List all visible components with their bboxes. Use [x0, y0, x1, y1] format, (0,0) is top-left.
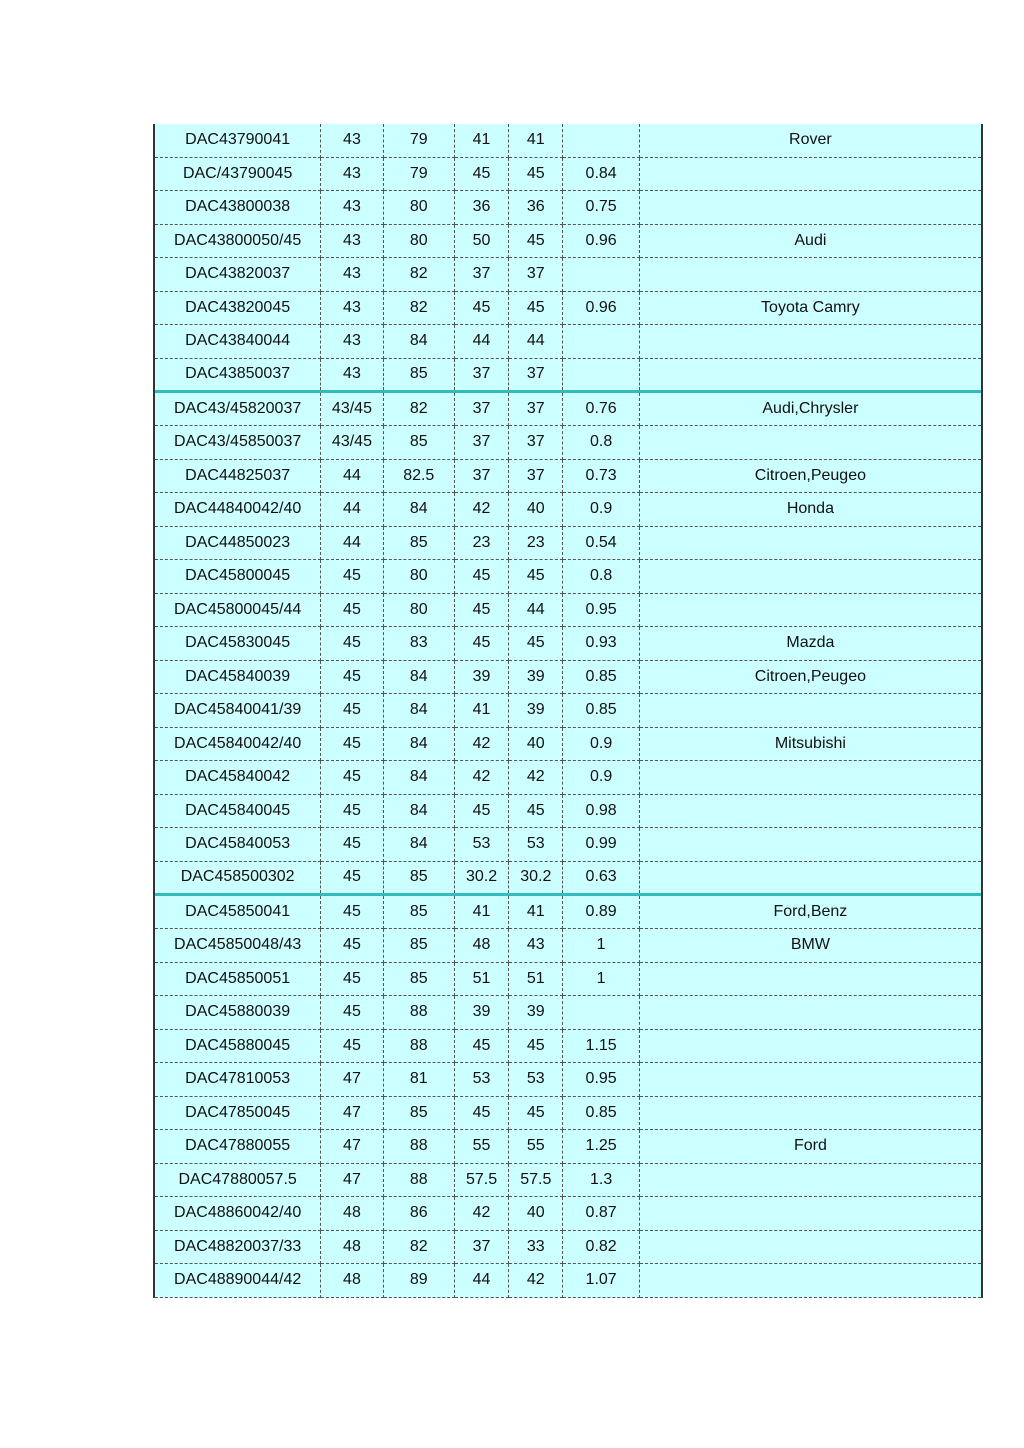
model-cell: DAC458500302 [155, 861, 321, 894]
model-cell: DAC47810053 [155, 1063, 321, 1097]
weight-cell: 0.85 [563, 660, 639, 694]
application-cell [639, 694, 981, 728]
inner-width-cell: 53 [454, 1063, 508, 1097]
outer-width-cell: 42 [509, 761, 563, 795]
application-cell [639, 794, 981, 828]
weight-cell: 1.25 [563, 1130, 639, 1164]
outer-width-cell: 33 [509, 1230, 563, 1264]
weight-cell: 0.75 [563, 191, 639, 225]
inner-width-cell: 39 [454, 996, 508, 1030]
model-cell: DAC43850037 [155, 358, 321, 391]
weight-cell [563, 996, 639, 1030]
inner-width-cell: 51 [454, 962, 508, 996]
outer-diameter-cell: 82 [383, 1230, 454, 1264]
application-cell [639, 1163, 981, 1197]
table-row [155, 1130, 981, 1164]
outer-diameter-cell: 84 [383, 828, 454, 862]
inner-width-cell: 37 [454, 391, 508, 426]
inner-diameter-cell: 44 [321, 526, 383, 560]
outer-diameter-cell: 80 [383, 224, 454, 258]
weight-cell: 0.73 [563, 459, 639, 493]
outer-diameter-cell: 80 [383, 191, 454, 225]
inner-diameter-cell: 43/45 [321, 426, 383, 460]
inner-width-cell: 45 [454, 593, 508, 627]
application-cell [639, 1029, 981, 1063]
inner-diameter-cell: 45 [321, 660, 383, 694]
inner-width-cell: 45 [454, 157, 508, 191]
outer-width-cell: 40 [509, 1197, 563, 1231]
inner-diameter-cell: 43 [321, 124, 383, 157]
outer-width-cell: 41 [509, 894, 563, 929]
application-cell: BMW [639, 929, 981, 963]
model-cell: DAC45840045 [155, 794, 321, 828]
application-cell: Ford,Benz [639, 894, 981, 929]
weight-cell: 1 [563, 962, 639, 996]
outer-diameter-cell: 89 [383, 1264, 454, 1298]
table-row [155, 459, 981, 493]
model-cell: DAC43840044 [155, 325, 321, 359]
inner-width-cell: 42 [454, 493, 508, 527]
weight-cell: 0.96 [563, 224, 639, 258]
table-row [155, 1063, 981, 1097]
outer-width-cell: 39 [509, 694, 563, 728]
table-row [155, 761, 981, 795]
outer-diameter-cell: 85 [383, 962, 454, 996]
table-row [155, 593, 981, 627]
table-row [155, 291, 981, 325]
model-cell: DAC45850041 [155, 894, 321, 929]
table-row [155, 727, 981, 761]
outer-width-cell: 30.2 [509, 861, 563, 894]
outer-width-cell: 37 [509, 391, 563, 426]
model-cell: DAC43820045 [155, 291, 321, 325]
outer-diameter-cell: 84 [383, 493, 454, 527]
weight-cell: 0.85 [563, 694, 639, 728]
application-cell [639, 157, 981, 191]
outer-width-cell: 41 [509, 124, 563, 157]
table-row [155, 391, 981, 426]
table-row [155, 157, 981, 191]
application-cell: Honda [639, 493, 981, 527]
inner-diameter-cell: 44 [321, 459, 383, 493]
model-cell: DAC45880039 [155, 996, 321, 1030]
weight-cell: 0.8 [563, 426, 639, 460]
outer-diameter-cell: 85 [383, 526, 454, 560]
outer-diameter-cell: 85 [383, 358, 454, 391]
inner-width-cell: 37 [454, 1230, 508, 1264]
weight-cell: 0.8 [563, 560, 639, 594]
outer-diameter-cell: 85 [383, 426, 454, 460]
inner-diameter-cell: 45 [321, 560, 383, 594]
inner-width-cell: 45 [454, 1096, 508, 1130]
weight-cell: 0.93 [563, 627, 639, 661]
model-cell: DAC48860042/40 [155, 1197, 321, 1231]
weight-cell: 0.98 [563, 794, 639, 828]
outer-diameter-cell: 81 [383, 1063, 454, 1097]
inner-diameter-cell: 48 [321, 1197, 383, 1231]
inner-width-cell: 55 [454, 1130, 508, 1164]
weight-cell: 0.96 [563, 291, 639, 325]
model-cell: DAC45840039 [155, 660, 321, 694]
application-cell [639, 358, 981, 391]
inner-diameter-cell: 48 [321, 1264, 383, 1298]
weight-cell: 0.63 [563, 861, 639, 894]
outer-diameter-cell: 85 [383, 861, 454, 894]
weight-cell [563, 258, 639, 292]
application-cell: Toyota Camry [639, 291, 981, 325]
inner-diameter-cell: 48 [321, 1230, 383, 1264]
application-cell: Citroen,Peugeo [639, 660, 981, 694]
inner-diameter-cell: 45 [321, 727, 383, 761]
weight-cell: 1.15 [563, 1029, 639, 1063]
outer-width-cell: 44 [509, 593, 563, 627]
application-cell: Ford [639, 1130, 981, 1164]
weight-cell: 1.3 [563, 1163, 639, 1197]
model-cell: DAC47850045 [155, 1096, 321, 1130]
inner-diameter-cell: 43 [321, 191, 383, 225]
outer-width-cell: 43 [509, 929, 563, 963]
application-cell [639, 861, 981, 894]
weight-cell [563, 358, 639, 391]
model-cell: DAC44825037 [155, 459, 321, 493]
weight-cell: 0.82 [563, 1230, 639, 1264]
outer-width-cell: 39 [509, 660, 563, 694]
table-row [155, 694, 981, 728]
outer-width-cell: 45 [509, 560, 563, 594]
table-row [155, 1163, 981, 1197]
outer-width-cell: 40 [509, 727, 563, 761]
outer-diameter-cell: 80 [383, 560, 454, 594]
table-row [155, 258, 981, 292]
table-row [155, 1197, 981, 1231]
outer-width-cell: 23 [509, 526, 563, 560]
model-cell: DAC43790041 [155, 124, 321, 157]
inner-diameter-cell: 45 [321, 694, 383, 728]
outer-width-cell: 45 [509, 224, 563, 258]
table-row [155, 929, 981, 963]
table-row [155, 124, 981, 157]
weight-cell: 0.9 [563, 493, 639, 527]
outer-diameter-cell: 82.5 [383, 459, 454, 493]
outer-width-cell: 55 [509, 1130, 563, 1164]
table-row [155, 1264, 981, 1298]
application-cell: Rover [639, 124, 981, 157]
model-cell: DAC47880057.5 [155, 1163, 321, 1197]
application-cell [639, 996, 981, 1030]
table-row [155, 962, 981, 996]
outer-diameter-cell: 88 [383, 996, 454, 1030]
table-row [155, 560, 981, 594]
inner-diameter-cell: 45 [321, 828, 383, 862]
weight-cell: 0.95 [563, 1063, 639, 1097]
outer-diameter-cell: 88 [383, 1130, 454, 1164]
outer-diameter-cell: 86 [383, 1197, 454, 1231]
inner-width-cell: 42 [454, 761, 508, 795]
application-cell [639, 828, 981, 862]
table-row [155, 996, 981, 1030]
model-cell: DAC45840041/39 [155, 694, 321, 728]
weight-cell: 0.95 [563, 593, 639, 627]
outer-width-cell: 53 [509, 1063, 563, 1097]
bearing-spec-table-sheet [153, 124, 983, 1298]
outer-width-cell: 45 [509, 1096, 563, 1130]
outer-diameter-cell: 79 [383, 124, 454, 157]
outer-width-cell: 51 [509, 962, 563, 996]
inner-diameter-cell: 45 [321, 794, 383, 828]
outer-diameter-cell: 82 [383, 291, 454, 325]
model-cell: DAC45880045 [155, 1029, 321, 1063]
outer-diameter-cell: 79 [383, 157, 454, 191]
table-row [155, 526, 981, 560]
inner-diameter-cell: 44 [321, 493, 383, 527]
outer-width-cell: 57.5 [509, 1163, 563, 1197]
inner-width-cell: 53 [454, 828, 508, 862]
inner-diameter-cell: 45 [321, 627, 383, 661]
model-cell: DAC43820037 [155, 258, 321, 292]
application-cell: Mazda [639, 627, 981, 661]
inner-diameter-cell: 43 [321, 325, 383, 359]
application-cell [639, 761, 981, 795]
weight-cell: 0.9 [563, 761, 639, 795]
inner-diameter-cell: 45 [321, 929, 383, 963]
inner-width-cell: 42 [454, 727, 508, 761]
inner-diameter-cell: 43 [321, 358, 383, 391]
model-cell: DAC/43790045 [155, 157, 321, 191]
model-cell: DAC43/45820037 [155, 391, 321, 426]
weight-cell: 0.54 [563, 526, 639, 560]
inner-diameter-cell: 47 [321, 1096, 383, 1130]
inner-width-cell: 37 [454, 426, 508, 460]
model-cell: DAC45800045 [155, 560, 321, 594]
table-row [155, 660, 981, 694]
outer-width-cell: 37 [509, 426, 563, 460]
application-cell [639, 1063, 981, 1097]
table-row [155, 358, 981, 391]
table-row [155, 325, 981, 359]
outer-diameter-cell: 82 [383, 391, 454, 426]
application-cell: Audi,Chrysler [639, 391, 981, 426]
weight-cell: 0.9 [563, 727, 639, 761]
model-cell: DAC43800038 [155, 191, 321, 225]
outer-diameter-cell: 85 [383, 929, 454, 963]
application-cell [639, 1096, 981, 1130]
model-cell: DAC45840042/40 [155, 727, 321, 761]
outer-diameter-cell: 84 [383, 794, 454, 828]
outer-diameter-cell: 84 [383, 694, 454, 728]
outer-diameter-cell: 88 [383, 1163, 454, 1197]
table-row [155, 894, 981, 929]
table-row [155, 861, 981, 894]
inner-diameter-cell: 43 [321, 157, 383, 191]
weight-cell: 0.99 [563, 828, 639, 862]
weight-cell [563, 124, 639, 157]
inner-diameter-cell: 43 [321, 258, 383, 292]
inner-width-cell: 37 [454, 358, 508, 391]
inner-width-cell: 37 [454, 258, 508, 292]
table-row [155, 794, 981, 828]
outer-width-cell: 45 [509, 794, 563, 828]
table-row [155, 493, 981, 527]
outer-diameter-cell: 80 [383, 593, 454, 627]
application-cell: Citroen,Peugeo [639, 459, 981, 493]
application-cell [639, 560, 981, 594]
outer-diameter-cell: 82 [383, 258, 454, 292]
inner-width-cell: 39 [454, 660, 508, 694]
model-cell: DAC45800045/44 [155, 593, 321, 627]
inner-width-cell: 41 [454, 894, 508, 929]
outer-width-cell: 37 [509, 258, 563, 292]
outer-diameter-cell: 84 [383, 727, 454, 761]
outer-width-cell: 42 [509, 1264, 563, 1298]
outer-width-cell: 37 [509, 358, 563, 391]
table-body [155, 124, 981, 1297]
inner-diameter-cell: 43/45 [321, 391, 383, 426]
inner-diameter-cell: 47 [321, 1163, 383, 1197]
application-cell [639, 526, 981, 560]
table-row [155, 224, 981, 258]
application-cell: Mitsubishi [639, 727, 981, 761]
outer-width-cell: 53 [509, 828, 563, 862]
weight-cell: 0.87 [563, 1197, 639, 1231]
inner-width-cell: 45 [454, 794, 508, 828]
application-cell [639, 258, 981, 292]
inner-diameter-cell: 45 [321, 1029, 383, 1063]
inner-width-cell: 50 [454, 224, 508, 258]
table-row [155, 426, 981, 460]
application-cell [639, 191, 981, 225]
inner-diameter-cell: 47 [321, 1130, 383, 1164]
model-cell: DAC44850023 [155, 526, 321, 560]
model-cell: DAC45840053 [155, 828, 321, 862]
model-cell: DAC48820037/33 [155, 1230, 321, 1264]
outer-diameter-cell: 84 [383, 660, 454, 694]
model-cell: DAC44840042/40 [155, 493, 321, 527]
weight-cell [563, 325, 639, 359]
inner-width-cell: 48 [454, 929, 508, 963]
application-cell [639, 1264, 981, 1298]
outer-diameter-cell: 85 [383, 1096, 454, 1130]
inner-diameter-cell: 45 [321, 861, 383, 894]
inner-width-cell: 45 [454, 627, 508, 661]
inner-width-cell: 57.5 [454, 1163, 508, 1197]
inner-width-cell: 41 [454, 124, 508, 157]
weight-cell: 1 [563, 929, 639, 963]
outer-width-cell: 39 [509, 996, 563, 1030]
table-row [155, 828, 981, 862]
outer-width-cell: 40 [509, 493, 563, 527]
outer-width-cell: 45 [509, 157, 563, 191]
application-cell: Audi [639, 224, 981, 258]
inner-width-cell: 44 [454, 325, 508, 359]
inner-width-cell: 41 [454, 694, 508, 728]
application-cell [639, 593, 981, 627]
application-cell [639, 1197, 981, 1231]
table-row [155, 1029, 981, 1063]
outer-width-cell: 44 [509, 325, 563, 359]
weight-cell: 0.85 [563, 1096, 639, 1130]
outer-diameter-cell: 85 [383, 894, 454, 929]
inner-width-cell: 30.2 [454, 861, 508, 894]
model-cell: DAC45840042 [155, 761, 321, 795]
application-cell [639, 325, 981, 359]
outer-width-cell: 45 [509, 627, 563, 661]
model-cell: DAC45850051 [155, 962, 321, 996]
weight-cell: 0.84 [563, 157, 639, 191]
outer-width-cell: 37 [509, 459, 563, 493]
inner-width-cell: 42 [454, 1197, 508, 1231]
table-row [155, 191, 981, 225]
weight-cell: 1.07 [563, 1264, 639, 1298]
inner-diameter-cell: 43 [321, 224, 383, 258]
inner-diameter-cell: 45 [321, 894, 383, 929]
outer-width-cell: 45 [509, 291, 563, 325]
model-cell: DAC45830045 [155, 627, 321, 661]
outer-width-cell: 45 [509, 1029, 563, 1063]
application-cell [639, 426, 981, 460]
inner-diameter-cell: 45 [321, 593, 383, 627]
outer-diameter-cell: 83 [383, 627, 454, 661]
inner-width-cell: 45 [454, 1029, 508, 1063]
inner-diameter-cell: 45 [321, 996, 383, 1030]
inner-width-cell: 36 [454, 191, 508, 225]
weight-cell: 0.89 [563, 894, 639, 929]
table-row [155, 1096, 981, 1130]
outer-diameter-cell: 84 [383, 761, 454, 795]
inner-diameter-cell: 47 [321, 1063, 383, 1097]
bearing-spec-table [155, 124, 981, 1298]
inner-width-cell: 23 [454, 526, 508, 560]
inner-width-cell: 37 [454, 459, 508, 493]
model-cell: DAC43/45850037 [155, 426, 321, 460]
model-cell: DAC48890044/42 [155, 1264, 321, 1298]
application-cell [639, 962, 981, 996]
inner-width-cell: 45 [454, 291, 508, 325]
inner-diameter-cell: 43 [321, 291, 383, 325]
inner-diameter-cell: 45 [321, 962, 383, 996]
inner-width-cell: 45 [454, 560, 508, 594]
model-cell: DAC43800050/45 [155, 224, 321, 258]
outer-diameter-cell: 84 [383, 325, 454, 359]
model-cell: DAC47880055 [155, 1130, 321, 1164]
outer-diameter-cell: 88 [383, 1029, 454, 1063]
inner-diameter-cell: 45 [321, 761, 383, 795]
table-row [155, 1230, 981, 1264]
inner-width-cell: 44 [454, 1264, 508, 1298]
table-row [155, 627, 981, 661]
weight-cell: 0.76 [563, 391, 639, 426]
application-cell [639, 1230, 981, 1264]
outer-width-cell: 36 [509, 191, 563, 225]
model-cell: DAC45850048/43 [155, 929, 321, 963]
